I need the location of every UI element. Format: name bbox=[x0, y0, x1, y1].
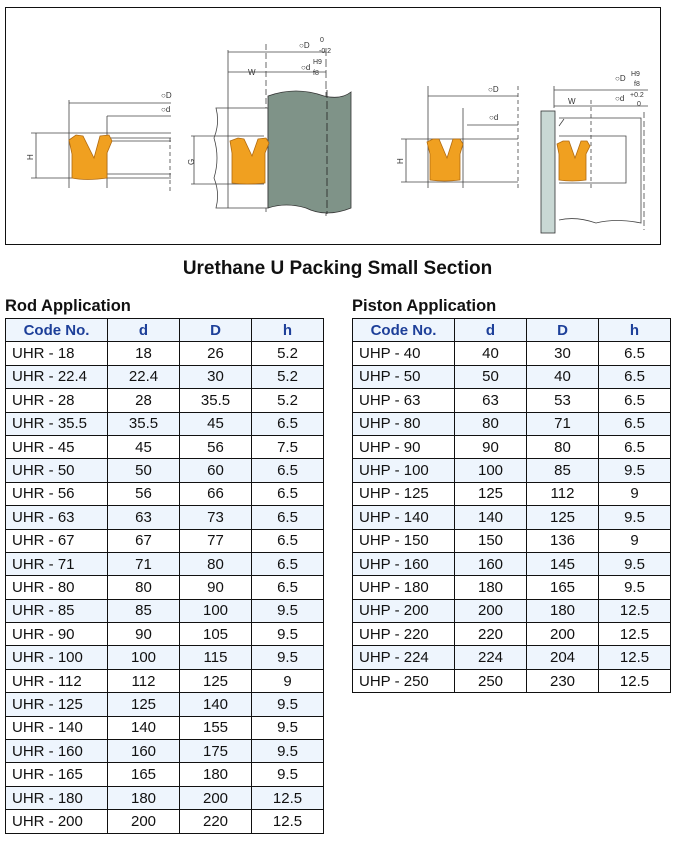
rod-install-D-tol-lower: -0.2 bbox=[319, 48, 332, 55]
h-cell: 9.5 bbox=[252, 763, 324, 786]
table-row bbox=[6, 786, 324, 809]
d-cell: 125 bbox=[455, 482, 527, 505]
h-cell: 6.5 bbox=[599, 365, 671, 388]
code-cell: UHP - 220 bbox=[353, 623, 455, 646]
table-header-row bbox=[6, 319, 324, 342]
piston-install-D-label: ○D bbox=[615, 74, 626, 83]
code-cell: UHP - 200 bbox=[353, 599, 455, 622]
code-cell: UHR - 50 bbox=[6, 459, 108, 482]
code-cell: UHP - 50 bbox=[353, 365, 455, 388]
code-cell: UHP - 80 bbox=[353, 412, 455, 435]
table-row bbox=[6, 740, 324, 763]
code-cell: UHR - 56 bbox=[6, 482, 108, 505]
code-cell: UHR - 35.5 bbox=[6, 412, 108, 435]
code-cell: UHR - 22.4 bbox=[6, 365, 108, 388]
code-cell: UHP - 140 bbox=[353, 506, 455, 529]
h-cell: 9.5 bbox=[599, 459, 671, 482]
d-cell: 67 bbox=[108, 529, 180, 552]
code-cell: UHR - 63 bbox=[6, 506, 108, 529]
h-cell: 6.5 bbox=[252, 506, 324, 529]
D-cell: 35.5 bbox=[180, 389, 252, 412]
h-cell: 9.5 bbox=[599, 506, 671, 529]
table-row bbox=[6, 646, 324, 669]
code-cell: UHR - 80 bbox=[6, 576, 108, 599]
table-row bbox=[6, 599, 324, 622]
column-header: Code No. bbox=[353, 319, 455, 342]
code-cell: UHP - 100 bbox=[353, 459, 455, 482]
table-row bbox=[6, 435, 324, 458]
D-cell: 30 bbox=[527, 342, 599, 365]
table-row bbox=[6, 552, 324, 575]
D-cell: 100 bbox=[180, 599, 252, 622]
table-row bbox=[6, 389, 324, 412]
piston-install-d-tol-upper: +0.2 bbox=[630, 92, 644, 99]
h-cell: 7.5 bbox=[252, 435, 324, 458]
D-cell: 200 bbox=[180, 786, 252, 809]
D-cell: 105 bbox=[180, 623, 252, 646]
table-row bbox=[353, 623, 671, 646]
piston-install-d-tol-lower: 0 bbox=[637, 101, 641, 108]
code-cell: UHR - 85 bbox=[6, 599, 108, 622]
d-cell: 140 bbox=[108, 716, 180, 739]
table-row bbox=[6, 342, 324, 365]
D-cell: 145 bbox=[527, 552, 599, 575]
code-cell: UHP - 160 bbox=[353, 552, 455, 575]
table-row bbox=[353, 669, 671, 692]
h-cell: 5.2 bbox=[252, 342, 324, 365]
D-cell: 125 bbox=[180, 669, 252, 692]
d-cell: 80 bbox=[455, 412, 527, 435]
D-cell: 220 bbox=[180, 810, 252, 833]
d-cell: 18 bbox=[108, 342, 180, 365]
d-cell: 80 bbox=[108, 576, 180, 599]
h-cell: 12.5 bbox=[599, 599, 671, 622]
piston-application-table bbox=[352, 318, 671, 693]
code-cell: UHP - 150 bbox=[353, 529, 455, 552]
h-cell: 5.2 bbox=[252, 389, 324, 412]
D-cell: 112 bbox=[527, 482, 599, 505]
code-cell: UHR - 67 bbox=[6, 529, 108, 552]
d-cell: 224 bbox=[455, 646, 527, 669]
code-cell: UHR - 71 bbox=[6, 552, 108, 575]
d-cell: 63 bbox=[455, 389, 527, 412]
d-cell: 45 bbox=[108, 435, 180, 458]
d-cell: 200 bbox=[108, 810, 180, 833]
table-row bbox=[6, 482, 324, 505]
d-cell: 63 bbox=[108, 506, 180, 529]
h-cell: 9.5 bbox=[252, 740, 324, 763]
table-row bbox=[353, 389, 671, 412]
code-cell: UHR - 28 bbox=[6, 389, 108, 412]
table-row bbox=[6, 506, 324, 529]
h-cell: 5.2 bbox=[252, 365, 324, 388]
table-row bbox=[353, 506, 671, 529]
h-cell: 12.5 bbox=[599, 623, 671, 646]
D-cell: 45 bbox=[180, 412, 252, 435]
table-row bbox=[353, 342, 671, 365]
table-row bbox=[353, 412, 671, 435]
table-row bbox=[353, 459, 671, 482]
D-cell: 204 bbox=[527, 646, 599, 669]
column-header: d bbox=[455, 319, 527, 342]
d-cell: 200 bbox=[455, 599, 527, 622]
rod-install-D-tol-upper: 0 bbox=[320, 37, 324, 44]
h-cell: 9.5 bbox=[252, 599, 324, 622]
d-cell: 160 bbox=[108, 740, 180, 763]
table-header-row bbox=[353, 319, 671, 342]
h-cell: 12.5 bbox=[252, 810, 324, 833]
h-cell: 9.5 bbox=[599, 552, 671, 575]
D-cell: 90 bbox=[180, 576, 252, 599]
table-row bbox=[6, 763, 324, 786]
D-cell: 175 bbox=[180, 740, 252, 763]
D-cell: 30 bbox=[180, 365, 252, 388]
piston-install-D-tol-upper: H9 bbox=[631, 71, 640, 78]
D-cell: 125 bbox=[527, 506, 599, 529]
h-cell: 6.5 bbox=[599, 435, 671, 458]
D-cell: 200 bbox=[527, 623, 599, 646]
d-cell: 35.5 bbox=[108, 412, 180, 435]
D-cell: 66 bbox=[180, 482, 252, 505]
D-cell: 115 bbox=[180, 646, 252, 669]
rod-H-label: H bbox=[26, 154, 35, 160]
rod-install-D-label: ○D bbox=[299, 41, 310, 50]
rod-install-W-label: W bbox=[248, 68, 256, 77]
D-cell: 80 bbox=[180, 552, 252, 575]
D-cell: 77 bbox=[180, 529, 252, 552]
code-cell: UHR - 100 bbox=[6, 646, 108, 669]
piston-d-label: ○d bbox=[489, 113, 499, 122]
D-cell: 60 bbox=[180, 459, 252, 482]
d-cell: 50 bbox=[455, 365, 527, 388]
piston-application-label: Piston Application bbox=[352, 297, 497, 315]
table-row bbox=[6, 716, 324, 739]
h-cell: 12.5 bbox=[599, 646, 671, 669]
h-cell: 9.5 bbox=[252, 693, 324, 716]
table-row bbox=[6, 623, 324, 646]
table-row bbox=[353, 529, 671, 552]
code-cell: UHR - 125 bbox=[6, 693, 108, 716]
code-cell: UHP - 125 bbox=[353, 482, 455, 505]
D-cell: 180 bbox=[180, 763, 252, 786]
D-cell: 140 bbox=[180, 693, 252, 716]
column-header: D bbox=[527, 319, 599, 342]
column-header: h bbox=[599, 319, 671, 342]
d-cell: 100 bbox=[108, 646, 180, 669]
table-row bbox=[6, 529, 324, 552]
D-cell: 136 bbox=[527, 529, 599, 552]
column-header: d bbox=[108, 319, 180, 342]
code-cell: UHR - 18 bbox=[6, 342, 108, 365]
d-cell: 100 bbox=[455, 459, 527, 482]
table-row bbox=[6, 365, 324, 388]
d-cell: 220 bbox=[455, 623, 527, 646]
code-cell: UHR - 165 bbox=[6, 763, 108, 786]
D-cell: 165 bbox=[527, 576, 599, 599]
rod-d-label: ○d bbox=[161, 105, 171, 114]
h-cell: 6.5 bbox=[599, 389, 671, 412]
code-cell: UHR - 180 bbox=[6, 786, 108, 809]
h-cell: 6.5 bbox=[252, 459, 324, 482]
h-cell: 6.5 bbox=[252, 529, 324, 552]
d-cell: 40 bbox=[455, 342, 527, 365]
h-cell: 9.5 bbox=[252, 716, 324, 739]
d-cell: 85 bbox=[108, 599, 180, 622]
D-cell: 85 bbox=[527, 459, 599, 482]
code-cell: UHP - 90 bbox=[353, 435, 455, 458]
h-cell: 6.5 bbox=[599, 342, 671, 365]
d-cell: 180 bbox=[455, 576, 527, 599]
code-cell: UHP - 250 bbox=[353, 669, 455, 692]
rod-application-table bbox=[5, 318, 324, 834]
rod-install-G-label: G bbox=[187, 158, 196, 165]
D-cell: 40 bbox=[527, 365, 599, 388]
seal-cross-section-drawings bbox=[6, 8, 662, 246]
table-row bbox=[353, 576, 671, 599]
table-row bbox=[353, 599, 671, 622]
piston-H-label: H bbox=[396, 158, 405, 164]
table-row bbox=[6, 669, 324, 692]
piston-D-label: ○D bbox=[488, 85, 499, 94]
D-cell: 180 bbox=[527, 599, 599, 622]
column-header: h bbox=[252, 319, 324, 342]
d-cell: 56 bbox=[108, 482, 180, 505]
rod-application-label: Rod Application bbox=[5, 297, 131, 315]
D-cell: 155 bbox=[180, 716, 252, 739]
rod-install-d-label: ○d bbox=[301, 63, 311, 72]
seal-diagram bbox=[5, 7, 661, 245]
code-cell: UHP - 180 bbox=[353, 576, 455, 599]
d-cell: 28 bbox=[108, 389, 180, 412]
table-row bbox=[353, 646, 671, 669]
table-row bbox=[353, 552, 671, 575]
h-cell: 6.5 bbox=[252, 412, 324, 435]
d-cell: 140 bbox=[455, 506, 527, 529]
d-cell: 90 bbox=[108, 623, 180, 646]
code-cell: UHR - 160 bbox=[6, 740, 108, 763]
h-cell: 6.5 bbox=[252, 552, 324, 575]
piston-install-D-tol-lower: f8 bbox=[634, 81, 640, 88]
table-row bbox=[353, 365, 671, 388]
h-cell: 9 bbox=[252, 669, 324, 692]
rod-install-d-tol-lower: f8 bbox=[313, 70, 319, 77]
h-cell: 6.5 bbox=[252, 482, 324, 505]
column-header: Code No. bbox=[6, 319, 108, 342]
h-cell: 12.5 bbox=[599, 669, 671, 692]
d-cell: 160 bbox=[455, 552, 527, 575]
D-cell: 53 bbox=[527, 389, 599, 412]
h-cell: 6.5 bbox=[599, 412, 671, 435]
h-cell: 9.5 bbox=[599, 576, 671, 599]
table-row bbox=[6, 810, 324, 833]
d-cell: 165 bbox=[108, 763, 180, 786]
code-cell: UHP - 40 bbox=[353, 342, 455, 365]
piston-install-W-label: W bbox=[568, 97, 576, 106]
piston-install-d-label: ○d bbox=[615, 94, 625, 103]
code-cell: UHR - 90 bbox=[6, 623, 108, 646]
d-cell: 125 bbox=[108, 693, 180, 716]
rod-D-label: ○D bbox=[161, 91, 172, 100]
table-row bbox=[353, 482, 671, 505]
h-cell: 6.5 bbox=[252, 576, 324, 599]
code-cell: UHR - 140 bbox=[6, 716, 108, 739]
d-cell: 180 bbox=[108, 786, 180, 809]
h-cell: 9 bbox=[599, 482, 671, 505]
d-cell: 50 bbox=[108, 459, 180, 482]
D-cell: 26 bbox=[180, 342, 252, 365]
D-cell: 73 bbox=[180, 506, 252, 529]
D-cell: 71 bbox=[527, 412, 599, 435]
h-cell: 9.5 bbox=[252, 623, 324, 646]
table-row bbox=[6, 693, 324, 716]
d-cell: 22.4 bbox=[108, 365, 180, 388]
h-cell: 12.5 bbox=[252, 786, 324, 809]
d-cell: 112 bbox=[108, 669, 180, 692]
d-cell: 250 bbox=[455, 669, 527, 692]
page-title: Urethane U Packing Small Section bbox=[182, 258, 493, 279]
table-row bbox=[6, 412, 324, 435]
column-header: D bbox=[180, 319, 252, 342]
code-cell: UHP - 63 bbox=[353, 389, 455, 412]
D-cell: 56 bbox=[180, 435, 252, 458]
code-cell: UHR - 45 bbox=[6, 435, 108, 458]
d-cell: 71 bbox=[108, 552, 180, 575]
code-cell: UHP - 224 bbox=[353, 646, 455, 669]
D-cell: 230 bbox=[527, 669, 599, 692]
code-cell: UHR - 112 bbox=[6, 669, 108, 692]
h-cell: 9 bbox=[599, 529, 671, 552]
d-cell: 150 bbox=[455, 529, 527, 552]
table-row bbox=[6, 576, 324, 599]
rod-install-d-tol-upper: H9 bbox=[313, 59, 322, 66]
D-cell: 80 bbox=[527, 435, 599, 458]
table-row bbox=[6, 459, 324, 482]
table-row bbox=[353, 435, 671, 458]
h-cell: 9.5 bbox=[252, 646, 324, 669]
d-cell: 90 bbox=[455, 435, 527, 458]
code-cell: UHR - 200 bbox=[6, 810, 108, 833]
